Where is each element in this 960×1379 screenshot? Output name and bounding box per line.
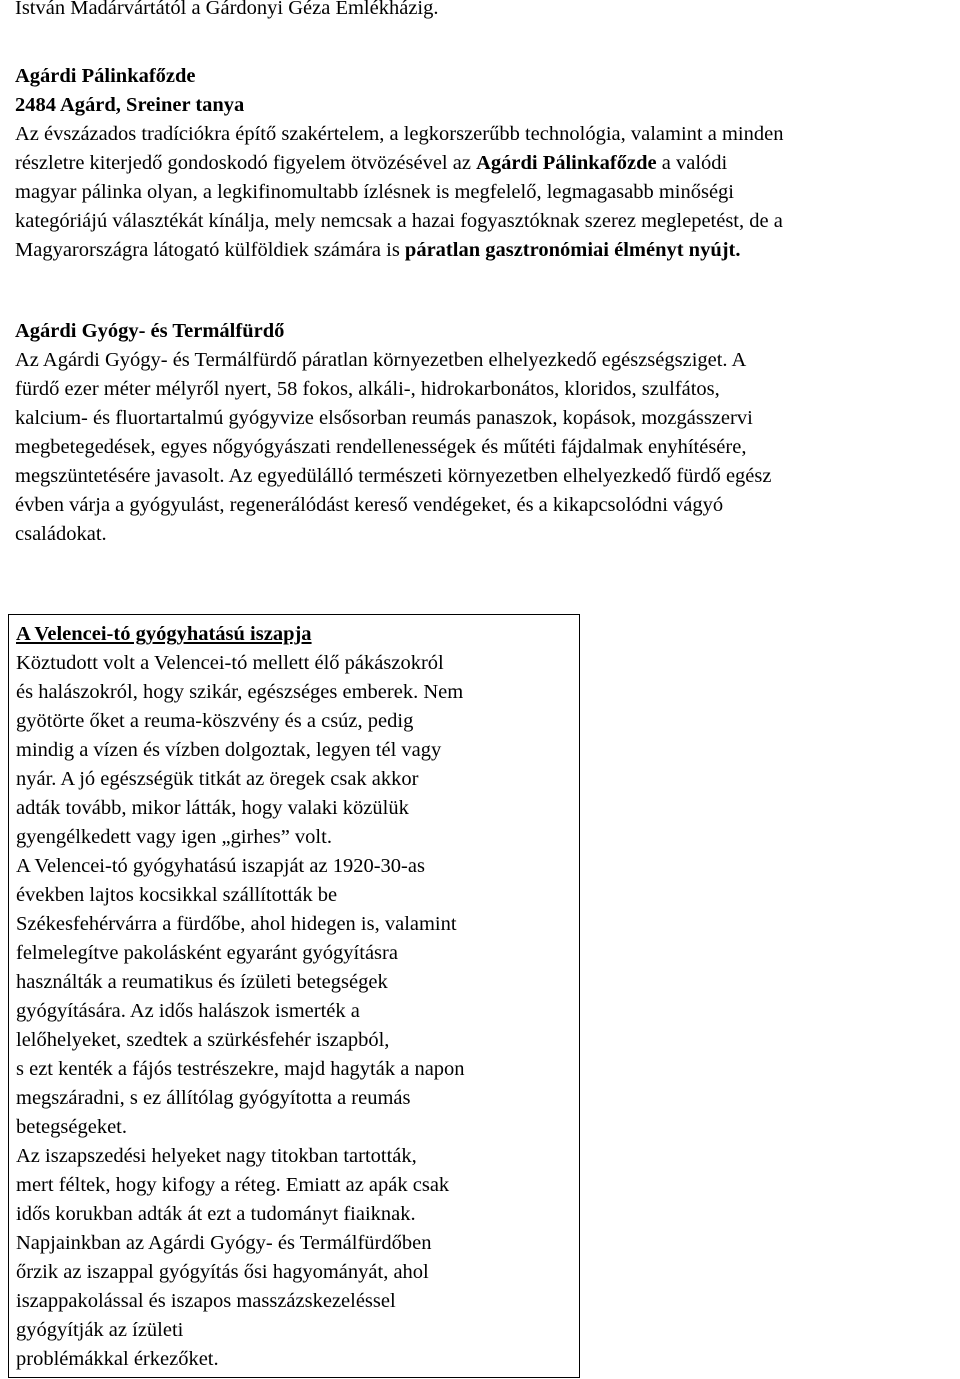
furdo-line: megszüntetésére javasolt. Az egyedülálló természeti környezetben elhelyezkedő fürdő egész — [15, 465, 772, 487]
furdo-line: megbetegedések, egyes nőgyógyászati rendellenességek és műtéti fájdalmak enyhítésére, — [15, 436, 747, 458]
iszap-title: A Velencei-tó gyógyhatású iszapja — [16, 623, 312, 645]
iszap-line: Az iszapszedési helyeket nagy titokban tartották, — [16, 1145, 417, 1167]
intro-text: István Madárvártától a Gárdonyi Géza Emlékházig. — [15, 0, 439, 19]
iszap-line: adták tovább, mikor látták, hogy valaki közülük — [16, 797, 409, 819]
iszap-line: megszáradni, s ez állítólag gyógyította a reumás — [16, 1087, 411, 1109]
palinka-section — [15, 62, 783, 265]
palinka-line: magyar pálinka olyan, a legkifinomultabb ízlésnek is megfelelő, legmagasabb minőségi — [15, 181, 735, 203]
iszap-line: gyógyítására. Az idős halászok ismerték a — [16, 1000, 360, 1022]
iszap-line: és halászokról, hogy szikár, egészséges emberek. Nem — [16, 681, 464, 703]
palinka-line: kategóriájú választékát kínálja, mely nemcsak a hazai fogyasztóknak szerez meglepetést, de a — [15, 210, 783, 232]
furdo-line: Az Agárdi Gyógy- és Termálfürdő páratlan környezetben elhelyezkedő egészségsziget. A — [15, 349, 747, 371]
furdo-title: Agárdi Gyógy- és Termálfürdő — [15, 320, 285, 342]
iszap-line: gyógyítják az ízületi — [16, 1319, 184, 1341]
iszap-line: Köztudott volt a Velencei-tó mellett élő pákászokról — [16, 652, 444, 674]
iszap-line: őrzik az iszappal gyógyítás ősi hagyományát, ahol — [16, 1261, 429, 1283]
palinka-line: részletre kiterjedő gondoskodó figyelem ötvözésével az Agárdi Pálinkafőzde a valódi — [15, 152, 728, 174]
iszap-line: mert féltek, hogy kifogy a réteg. Emiatt az apák csak — [16, 1174, 450, 1196]
iszap-box — [8, 614, 580, 1378]
iszap-line: gyengélkedett vagy igen „girhes” volt. — [16, 826, 332, 848]
palinka-line: Magyarországra látogató külföldiek számára is páratlan gasztronómiai élményt nyújt. — [15, 239, 741, 261]
iszap-line: problémákkal érkezőket. — [16, 1348, 219, 1370]
iszap-line: Napjainkban az Agárdi Gyógy- és Termálfürdőben — [16, 1232, 432, 1254]
furdo-line: kalcium- és fluortartalmú gyógyvize elsősorban reumás panaszok, kopások, mozgásszervi — [15, 407, 753, 429]
iszap-line: lelőhelyeket, szedtek a szürkésfehér iszapból, — [16, 1029, 390, 1051]
iszap-line: mindig a vízen és vízben dolgoztak, legyen tél vagy — [16, 739, 442, 761]
palinka-line: Az évszázados tradíciókra építő szakértelem, a legkorszerűbb technológia, valamint a minden — [15, 123, 784, 145]
iszap-line: idős korukban adták át ezt a tudományt fiaiknak. — [16, 1203, 416, 1225]
iszap-line: iszappakolással és iszapos masszázskezeléssel — [16, 1290, 396, 1312]
iszap-line: betegségeket. — [16, 1116, 127, 1138]
iszap-line: használták a reumatikus és ízületi betegségek — [16, 971, 388, 993]
iszap-line: A Velencei-tó gyógyhatású iszapját az 1920-30-as — [16, 855, 425, 877]
iszap-line: években lajtos kocsikkal szállították be — [16, 884, 338, 906]
palinka-address: 2484 Agárd, Sreiner tanya — [15, 94, 245, 116]
iszap-line: s ezt kenték a fájós testrészekre, majd hagyták a napon — [16, 1058, 465, 1080]
iszap-line: Székesfehérvárra a fürdőbe, ahol hidegen is, valamint — [16, 913, 457, 935]
iszap-line: gyötörte őket a reuma-köszvény és a csúz, pedig — [16, 710, 414, 732]
furdo-line: évben várja a gyógyulást, regenerálódást kereső vendégeket, és a kikapcsolódni vágyó — [15, 494, 724, 516]
furdo-line: fürdő ezer méter mélyről nyert, 58 fokos, alkáli-, hidrokarbonátos, kloridos, szulfátos, — [15, 378, 720, 400]
furdo-section — [15, 317, 771, 549]
palinka-title: Agárdi Pálinkafőzde — [15, 65, 196, 87]
intro-line — [15, 0, 439, 23]
furdo-line: családokat. — [15, 523, 107, 545]
iszap-line: felmelegítve pakolásként egyaránt gyógyításra — [16, 942, 398, 964]
iszap-line: nyár. A jó egészségük titkát az öregek csak akkor — [16, 768, 419, 790]
